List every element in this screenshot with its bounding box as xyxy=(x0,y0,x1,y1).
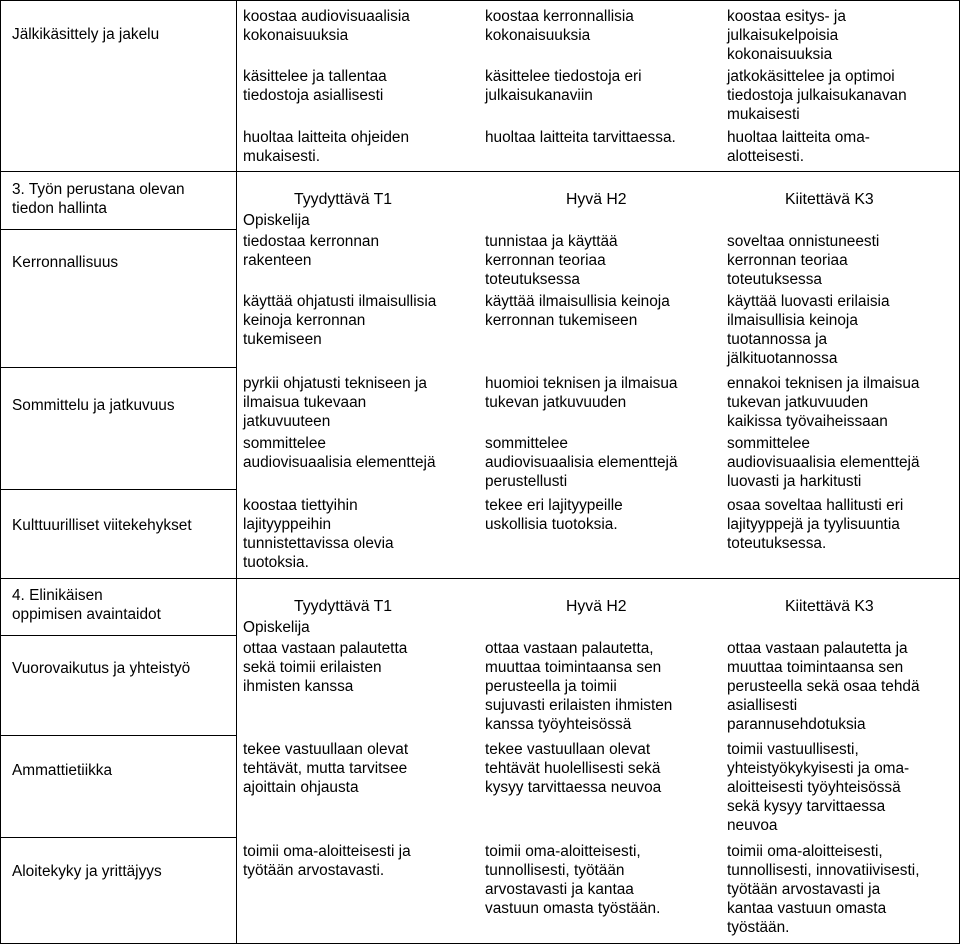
rule xyxy=(0,635,237,636)
section3-header-k3: Kiitettävä K3 xyxy=(785,191,874,208)
sommittelu-k3-2: sommittelee audiovisuaalisia elementtejä luovasti ja harkitusti xyxy=(727,435,920,490)
row-label-ammattietiikka: Ammattietiikka xyxy=(12,762,113,779)
kerronnallisuus-t1-2: käyttää ohjatusti ilmaisullisia keinoja kerronnan tukemiseen xyxy=(243,293,437,348)
sommittelu-t1-1: pyrkii ohjatusti tekniseen ja ilmaisua tukevaan jatkuvuuteen xyxy=(243,375,427,430)
rule xyxy=(0,0,960,1)
rule xyxy=(0,837,237,838)
row-label-kulttuurilliset: Kulttuurilliset viitekehykset xyxy=(12,517,192,534)
section4-header-k3: Kiitettävä K3 xyxy=(785,598,874,615)
section3-header-t1: Tyydyttävä T1 xyxy=(294,191,393,208)
rule xyxy=(0,171,960,172)
jalkikasittely-h2-3: huoltaa laitteita tarvittaessa. xyxy=(485,129,676,146)
row-label-vuorovaikutus: Vuorovaikutus ja yhteistyö xyxy=(12,660,191,677)
sommittelu-h2-1: huomioi teknisen ja ilmaisua tukevan jatkuvuuden xyxy=(485,375,678,411)
jalkikasittely-k3-2: jatkokäsittelee ja optimoi tiedostoja julkaisukanavan mukaisesti xyxy=(727,68,907,123)
jalkikasittely-label: Jälkikäsittely ja jakelu xyxy=(12,26,160,43)
rule xyxy=(0,735,237,736)
section3-header-h2: Hyvä H2 xyxy=(566,191,627,208)
row-label-sommittelu: Sommittelu ja jatkuvuus xyxy=(12,397,175,414)
kerronnallisuus-h2-1: tunnistaa ja käyttää kerronnan teoriaa toteutuksessa xyxy=(485,233,618,288)
section4-header-h2: Hyvä H2 xyxy=(566,598,627,615)
ammattietiikka-t1: tekee vastuullaan olevat tehtävät, mutta tarvitsee ajoittain ohjausta xyxy=(243,741,409,796)
rule xyxy=(0,943,960,944)
vuorovaikutus-k3: ottaa vastaan palautetta ja muuttaa toimintaansa sen perusteella sekä osaa tehdä asiallisesti parannusehdotuksia xyxy=(727,640,920,733)
section4-header-t1: Tyydyttävä T1 xyxy=(294,598,393,615)
vuorovaikutus-t1: ottaa vastaan palautetta sekä toimii erilaisten ihmisten kanssa xyxy=(243,640,408,695)
jalkikasittely-k3-3: huoltaa laitteita oma- alotteisesti. xyxy=(727,129,870,165)
row-label-aloitekyky: Aloitekyky ja yrittäjyys xyxy=(12,863,162,880)
row-label-kerronnallisuus: Kerronnallisuus xyxy=(12,254,119,271)
rule xyxy=(0,0,1,944)
aloitekyky-t1: toimii oma-aloitteisesti ja työtään arvostavasti. xyxy=(243,843,411,879)
rule xyxy=(0,489,237,490)
jalkikasittely-t1-3: huoltaa laitteita ohjeiden mukaisesti. xyxy=(243,129,410,165)
aloitekyky-h2: toimii oma-aloitteisesti, tunnollisesti, työtään arvostavasti ja kantaa vastuun omasta työstään. xyxy=(485,843,661,917)
section3-student-label: Opiskelija xyxy=(243,212,310,229)
rule xyxy=(236,0,237,944)
kulttuurilliset-k3-1: osaa soveltaa hallitusti eri lajityyppejä ja tyylisuuntia toteutuksessa. xyxy=(727,497,904,552)
kerronnallisuus-t1-1: tiedostaa kerronnan rakenteen xyxy=(243,233,380,269)
kerronnallisuus-k3-2: käyttää luovasti erilaisia ilmaisullisia keinoja tuotannossa ja jälkituotannossa xyxy=(727,293,890,367)
sommittelu-t1-2: sommittelee audiovisuaalisia elementtejä xyxy=(243,435,436,471)
section3-title: 3. Työn perustana olevan tiedon hallinta xyxy=(12,181,185,217)
kerronnallisuus-h2-2: käyttää ilmaisullisia keinoja kerronnan tukemiseen xyxy=(485,293,670,329)
ammattietiikka-k3: toimii vastuullisesti, yhteistyökykyisesti ja oma- aloitteisesti työyhteisössä sekä kysyy tarvittaessa neuvoa xyxy=(727,741,910,834)
jalkikasittely-k3-1: koostaa esitys- ja julkaisukelpoisia kokonaisuuksia xyxy=(727,8,846,63)
vuorovaikutus-h2: ottaa vastaan palautetta, muuttaa toimintaansa sen perusteella ja toimii sujuvasti erilaisten ihmisten kanssa työyhteisössä xyxy=(485,640,673,733)
aloitekyky-k3: toimii oma-aloitteisesti, tunnollisesti, innovatiivisesti, työtään arvostavasti ja kantaa vastuun omasta työstään. xyxy=(727,843,920,936)
rule xyxy=(0,578,960,579)
rule xyxy=(0,367,237,368)
kulttuurilliset-h2-1: tekee eri lajityypeille uskollisia tuotoksia. xyxy=(485,497,623,533)
kulttuurilliset-t1-1: koostaa tiettyihin lajityyppeihin tunnistettavissa olevia tuotoksia. xyxy=(243,497,394,571)
jalkikasittely-h2-2: käsittelee tiedostoja eri julkaisukanaviin xyxy=(485,68,642,104)
kerronnallisuus-k3-1: soveltaa onnistuneesti kerronnan teoriaa toteutuksessa xyxy=(727,233,880,288)
sommittelu-k3-1: ennakoi teknisen ja ilmaisua tukevan jatkuvuuden kaikissa työvaiheissaan xyxy=(727,375,920,430)
rule xyxy=(0,229,237,230)
jalkikasittely-t1-2: käsittelee ja tallentaa tiedostoja asiallisesti xyxy=(243,68,387,104)
section4-title: 4. Elinikäisen oppimisen avaintaidot xyxy=(12,587,161,623)
sommittelu-h2-2: sommittelee audiovisuaalisia elementtejä perustellusti xyxy=(485,435,678,490)
ammattietiikka-h2: tekee vastuullaan olevat tehtävät huolellisesti sekä kysyy tarvittaessa neuvoa xyxy=(485,741,662,796)
jalkikasittely-t1-1: koostaa audiovisuaalisia kokonaisuuksia xyxy=(243,8,410,44)
jalkikasittely-h2-1: koostaa kerronnallisia kokonaisuuksia xyxy=(485,8,634,44)
section4-student-label: Opiskelija xyxy=(243,619,310,636)
